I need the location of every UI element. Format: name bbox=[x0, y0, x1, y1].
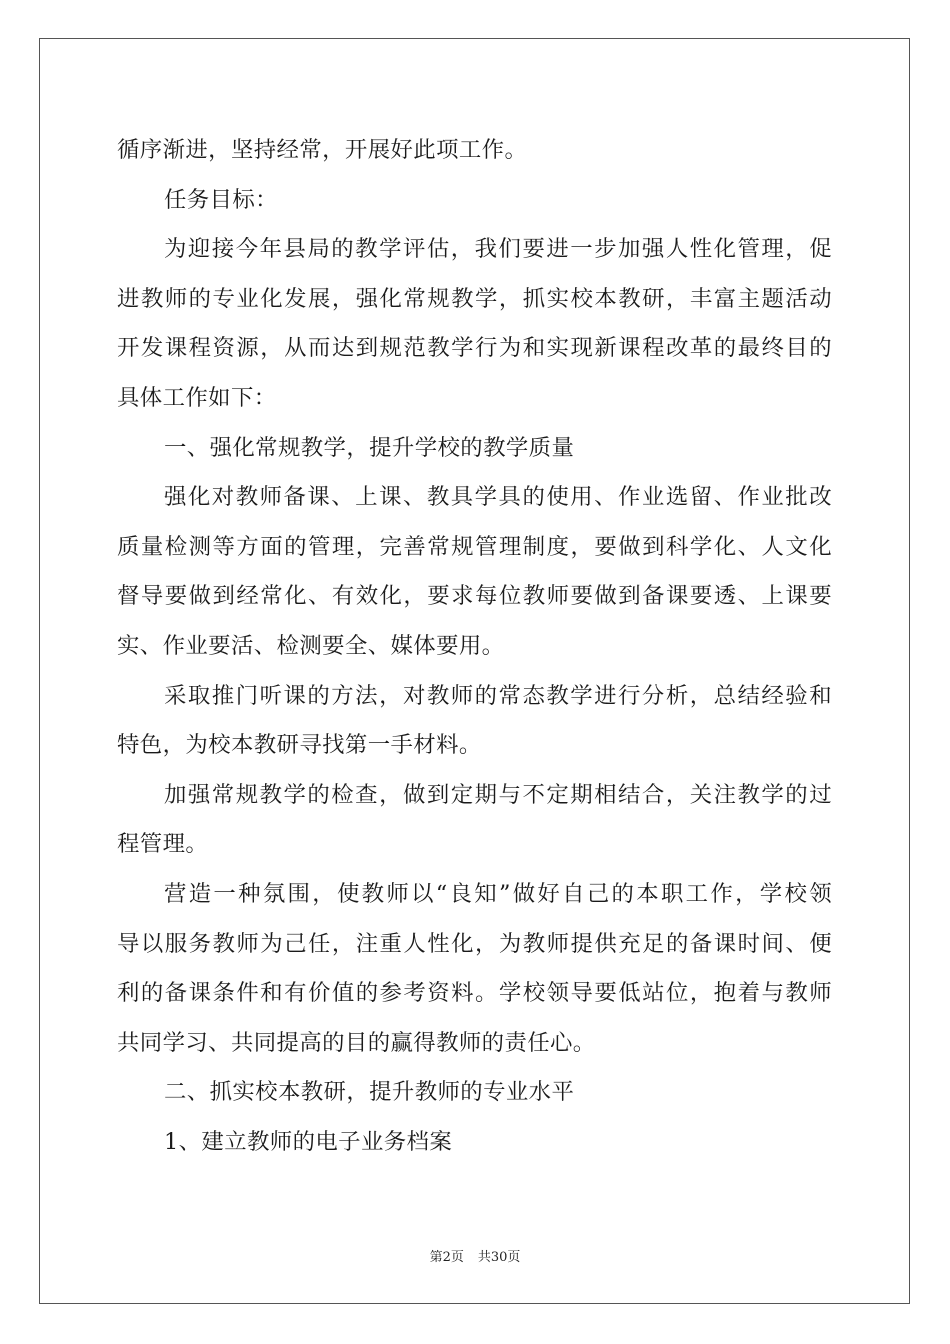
text-line: 加强常规教学的检查，做到定期与不定期相结合，关注教学的过 bbox=[164, 781, 832, 808]
text-line: 为迎接今年县局的教学评估，我们要进一步加强人性化管理，促 bbox=[164, 236, 832, 263]
text-line: 营造一种氛围，使教师以“良知”做好自己的本职工作，学校领 bbox=[164, 880, 832, 907]
text-line: 利的备课条件和有价值的参考资料。学校领导要低站位，抱着与教师 bbox=[117, 980, 832, 1007]
text-line: 具体工作如下： bbox=[117, 384, 277, 411]
document-body bbox=[117, 126, 832, 1167]
text-line: 导以服务教师为己任，注重人性化，为教师提供充足的备课时间、便 bbox=[117, 930, 832, 957]
text-line: 任务目标： bbox=[164, 186, 278, 213]
total-pages-label: 共30页 bbox=[477, 1250, 521, 1265]
text-line: 督导要做到经常化、有效化，要求每位教师要做到备课要透、上课要 bbox=[117, 583, 832, 610]
text-line: 进教师的专业化发展，强化常规教学，抓实校本教研，丰富主题活动 bbox=[117, 285, 832, 312]
text-line: 开发课程资源，从而达到规范教学行为和实现新课程改革的最终目的 bbox=[117, 335, 832, 362]
page-footer bbox=[0, 1246, 950, 1265]
text-line: 实、作业要活、检测要全、媒体要用。 bbox=[117, 632, 505, 659]
text-line: 一、强化常规教学，提升学校的教学质量 bbox=[164, 434, 575, 461]
text-line: 强化对教师备课、上课、教具学具的使用、作业选留、作业批改 bbox=[164, 484, 832, 511]
text-line: 采取推门听课的方法，对教师的常态教学进行分析，总结经验和 bbox=[164, 682, 832, 709]
text-line: 质量检测等方面的管理，完善常规管理制度，要做到科学化、人文化 bbox=[117, 533, 832, 560]
text-line: 1、建立教师的电子业务档案 bbox=[164, 1128, 453, 1155]
current-page-label: 第2页 bbox=[429, 1250, 464, 1265]
text-line: 特色，为校本教研寻找第一手材料。 bbox=[117, 732, 482, 759]
text-line: 循序渐进，坚持经常，开展好此项工作。 bbox=[117, 137, 528, 163]
text-line: 程管理。 bbox=[117, 831, 209, 858]
text-line: 共同学习、共同提高的目的赢得教师的责任心。 bbox=[117, 1029, 596, 1056]
text-line: 二、抓实校本教研，提升教师的专业水平 bbox=[164, 1079, 575, 1106]
